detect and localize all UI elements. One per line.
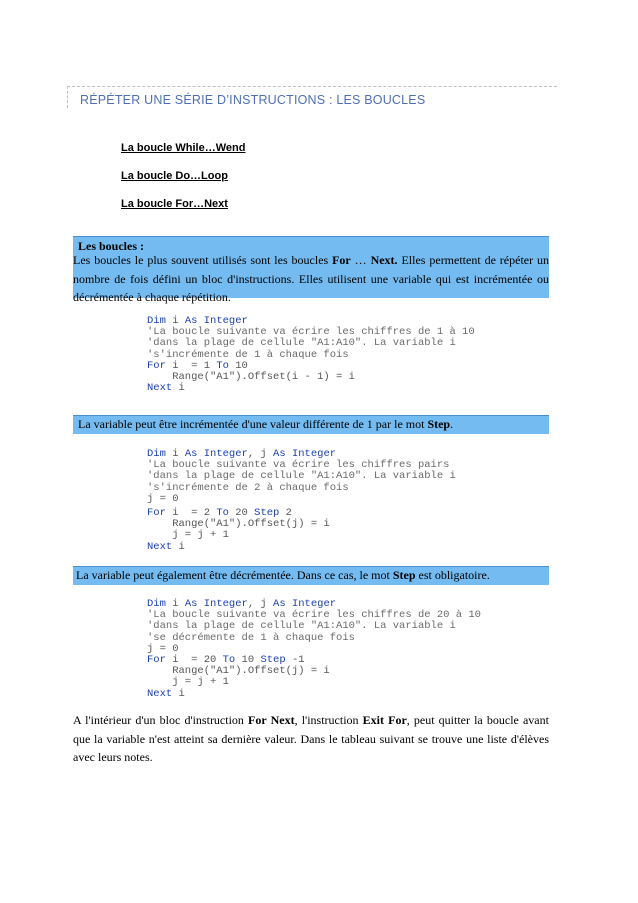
code-line [147,372,475,383]
keyword-step: Step [392,568,416,582]
code-text: j = j + 1 [147,529,229,542]
code-line [147,483,456,494]
code-keyword: Next [147,540,173,553]
toc-link-while-wend[interactable]: La boucle While…Wend [121,142,246,154]
code-keyword: Dim [147,598,166,610]
note-decrement-paragraph [76,566,546,585]
closing-text: , l'instruction [294,713,363,727]
toc-link-for-next[interactable]: La boucle For…Next [121,198,228,210]
code-text: Range("A1").Offset(i - 1) = i [147,371,355,384]
section-title: Les boucles : [78,239,144,253]
code-text: Range("A1").Offset(j) = i [147,518,330,531]
code-text: i = 20 [165,654,223,667]
code-keyword: As Integer [184,448,248,460]
code-keyword: To [222,654,236,667]
code-line [147,633,481,644]
code-comment: 'se décrémente de 1 à chaque fois [147,631,355,644]
code-text: 10 [228,359,248,372]
code-text: -1 [285,654,305,667]
section-intro-paragraph [73,251,549,307]
code-keyword: Dim [147,448,166,460]
code-comment: 'La boucle suivante va écrire les chiffres de 20 à 10 [147,609,481,622]
code-text: 20 [228,507,255,520]
code-comment: 'dans la plage de cellule "A1:A10". La variable i [147,620,456,633]
code-text: 2 [279,507,292,520]
code-comment: 'dans la plage de cellule "A1:A10". La variable i [147,470,456,483]
toc-link-do-loop[interactable]: La boucle Do…Loop [121,170,228,182]
keyword-exit-for: Exit For [362,713,407,727]
keyword-step: Step [427,417,451,431]
code-block-step [147,449,456,553]
code-line [147,542,456,553]
page-title: RÉPÉTER UNE SÉRIE D’INSTRUCTIONS : LES BOUCLES [80,93,426,107]
code-comment: 's'incrémente de 2 à chaque fois [147,481,349,494]
code-text: , j [247,448,274,460]
code-text: i [165,315,185,327]
code-line [147,494,456,505]
intro-text: Les boucles le plus souvent utilisés sont les boucles [73,253,333,267]
code-keyword: For [147,359,166,372]
code-keyword: For [147,654,166,667]
code-comment: 'La boucle suivante va écrire les chiffres de 1 à 10 [147,326,475,339]
code-text: 10 [235,654,261,667]
keyword-for-next: For Next [248,713,295,727]
code-block-decrement [147,599,481,700]
note-text: La variable peut être incrémentée d'une valeur différente de 1 par le mot [78,417,428,431]
code-keyword: As Integer [273,598,337,610]
keyword-for: For [332,253,351,267]
code-text: i [172,382,185,395]
code-text: j = j + 1 [147,676,229,689]
note-step-paragraph [78,415,548,434]
code-text: i [172,687,185,700]
intro-text: … [350,253,371,267]
note-text: est obligatoire. [415,568,490,582]
code-keyword: For [147,507,166,520]
closing-text: , peut quitter la boucle avant que la variable n'est atteint sa dernière valeur. Dans le tableau suivant se trouve une liste d'élèves avec leurs notes. [73,713,549,764]
code-block-increment [147,316,475,394]
code-text: , j [247,598,274,610]
code-line [147,677,481,688]
code-line [147,689,481,700]
note-text: . [450,417,454,431]
code-keyword: Next [147,382,173,395]
code-comment: 'La boucle suivante va écrire les chiffres pairs [147,459,450,472]
code-text: i [172,540,185,553]
code-line [147,530,456,541]
code-keyword: To [216,507,229,520]
heading-divider-left [67,86,68,108]
code-keyword: Step [260,654,286,667]
code-line [147,383,475,394]
code-keyword: As Integer [184,598,248,610]
code-keyword: As Integer [273,448,337,460]
code-keyword: As Integer [184,315,248,327]
code-text: j = 0 [147,642,179,655]
code-text: i = 2 [165,507,217,520]
note-text: La variable peut également être décrémentée. Dans ce cas, le mot [76,568,393,582]
closing-text: A l'intérieur d'un bloc d'instruction [73,713,249,727]
code-comment: 's'incrémente de 1 à chaque fois [147,348,349,361]
code-keyword: Next [147,687,173,700]
code-keyword: To [216,359,229,372]
code-text: i = 1 [165,359,217,372]
code-keyword: Step [254,507,280,520]
code-text: i [165,448,185,460]
heading-divider [67,86,557,87]
closing-paragraph [73,711,549,767]
intro-text: Elles permettent de répéter un nombre de fois défini un bloc d'instructions. Elles utilisent une variable qui est incrémentée ou décrémentée à chaque répétition. [73,253,550,304]
code-keyword: Dim [147,315,166,327]
code-comment: 'dans la plage de cellule "A1:A10". La variable i [147,337,456,350]
code-text: Range("A1").Offset(j) = i [147,665,330,678]
code-text: i [165,598,185,610]
code-text: j = 0 [147,492,179,505]
keyword-next: Next. [370,253,398,267]
